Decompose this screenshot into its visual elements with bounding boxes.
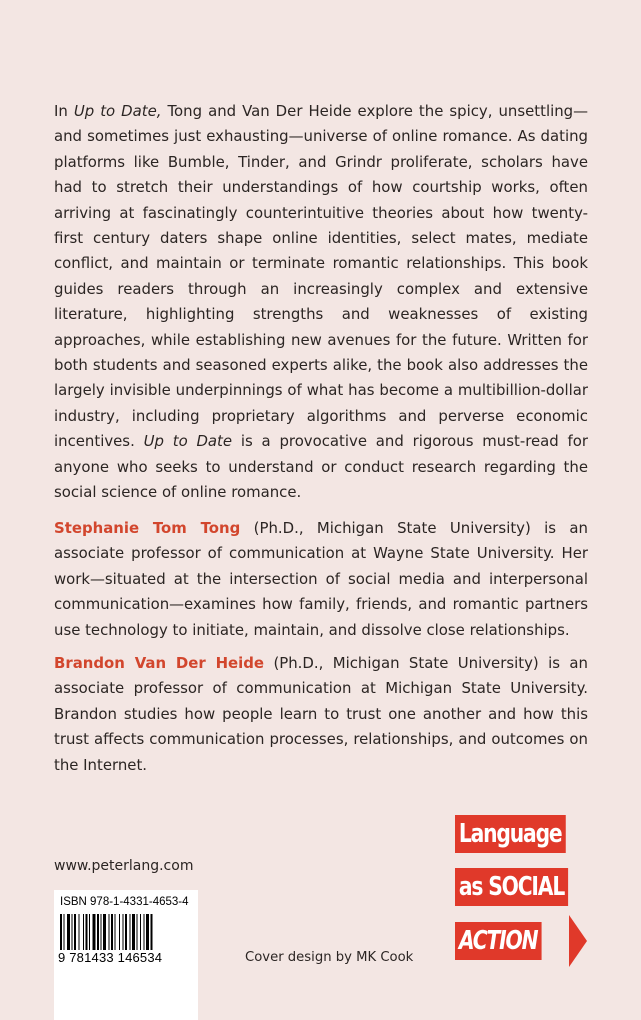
book-title-italic: Up to Date, xyxy=(73,102,162,120)
book-title-italic: Up to Date xyxy=(143,432,233,451)
isbn-label: ISBN 978-1-4331-4653-4 xyxy=(60,896,189,908)
series-logo-line: Language xyxy=(455,815,565,853)
author-name: Brandon Van Der Heide xyxy=(54,654,265,672)
series-logo-line: ACTION xyxy=(455,922,541,960)
series-logo-line: as SOCIAL xyxy=(455,868,568,906)
publisher-website: www.peterlang.com xyxy=(54,858,194,874)
blurb-text: Tong and Van Der Heide explore the spicy, unsettling—and sometimes just exhausting—universe of online romance. As dating platforms like Bumble, Tinder, and Grindr proliferate, scholars have had to stretch their understandings of how courtship works, often arriving at fascinatingly counterintuitive theories about how twenty-first century daters shape online identities, select mates, mediate conflict, and maintain or terminate romantic relationships. This book guides readers through an increasingly complex and extensive literature, highlighting strengths and weaknesses of existing approaches, while establishing new avenues for the future. Written for both students and seasoned experts alike, the book also addresses the largely invisible underpinnings of what has become a multibillion-dollar industry, including proprietary algorithms and perverse economic incentives. xyxy=(54,102,588,451)
author-bio-van-der-heide xyxy=(54,651,588,778)
isbn-barcode xyxy=(54,890,198,1020)
author-bio-text: (Ph.D., Michigan State University) is an associate professor of communication at Wayne State University. Her work—situated at the intersection of social media and interpersonal communication—examines how family, friends, and romantic partners use technology to initiate, maintain, and dissolve close relationships. xyxy=(54,519,588,639)
isbn-digits: 9 781433 146534 xyxy=(58,950,163,965)
cover-design-credit: Cover design by MK Cook xyxy=(245,950,414,965)
book-description xyxy=(54,99,588,506)
author-bio-text: (Ph.D., Michigan State University) is an associate professor of communication at Michigan State University. Brandon studies how people learn to trust one another and how this trust affects communication processes, relationships, and outcomes on the Internet. xyxy=(54,654,588,774)
blurb-text-end: is a provocative and rigorous must-read for anyone who seeks to understand or conduct research regarding the social science of online romance. xyxy=(54,432,588,502)
author-bio-tong xyxy=(54,516,588,643)
author-name: Stephanie Tom Tong xyxy=(54,519,241,537)
barcode-bars xyxy=(60,914,192,950)
arrow-icon xyxy=(569,915,587,967)
blurb-intro: In xyxy=(54,102,74,120)
